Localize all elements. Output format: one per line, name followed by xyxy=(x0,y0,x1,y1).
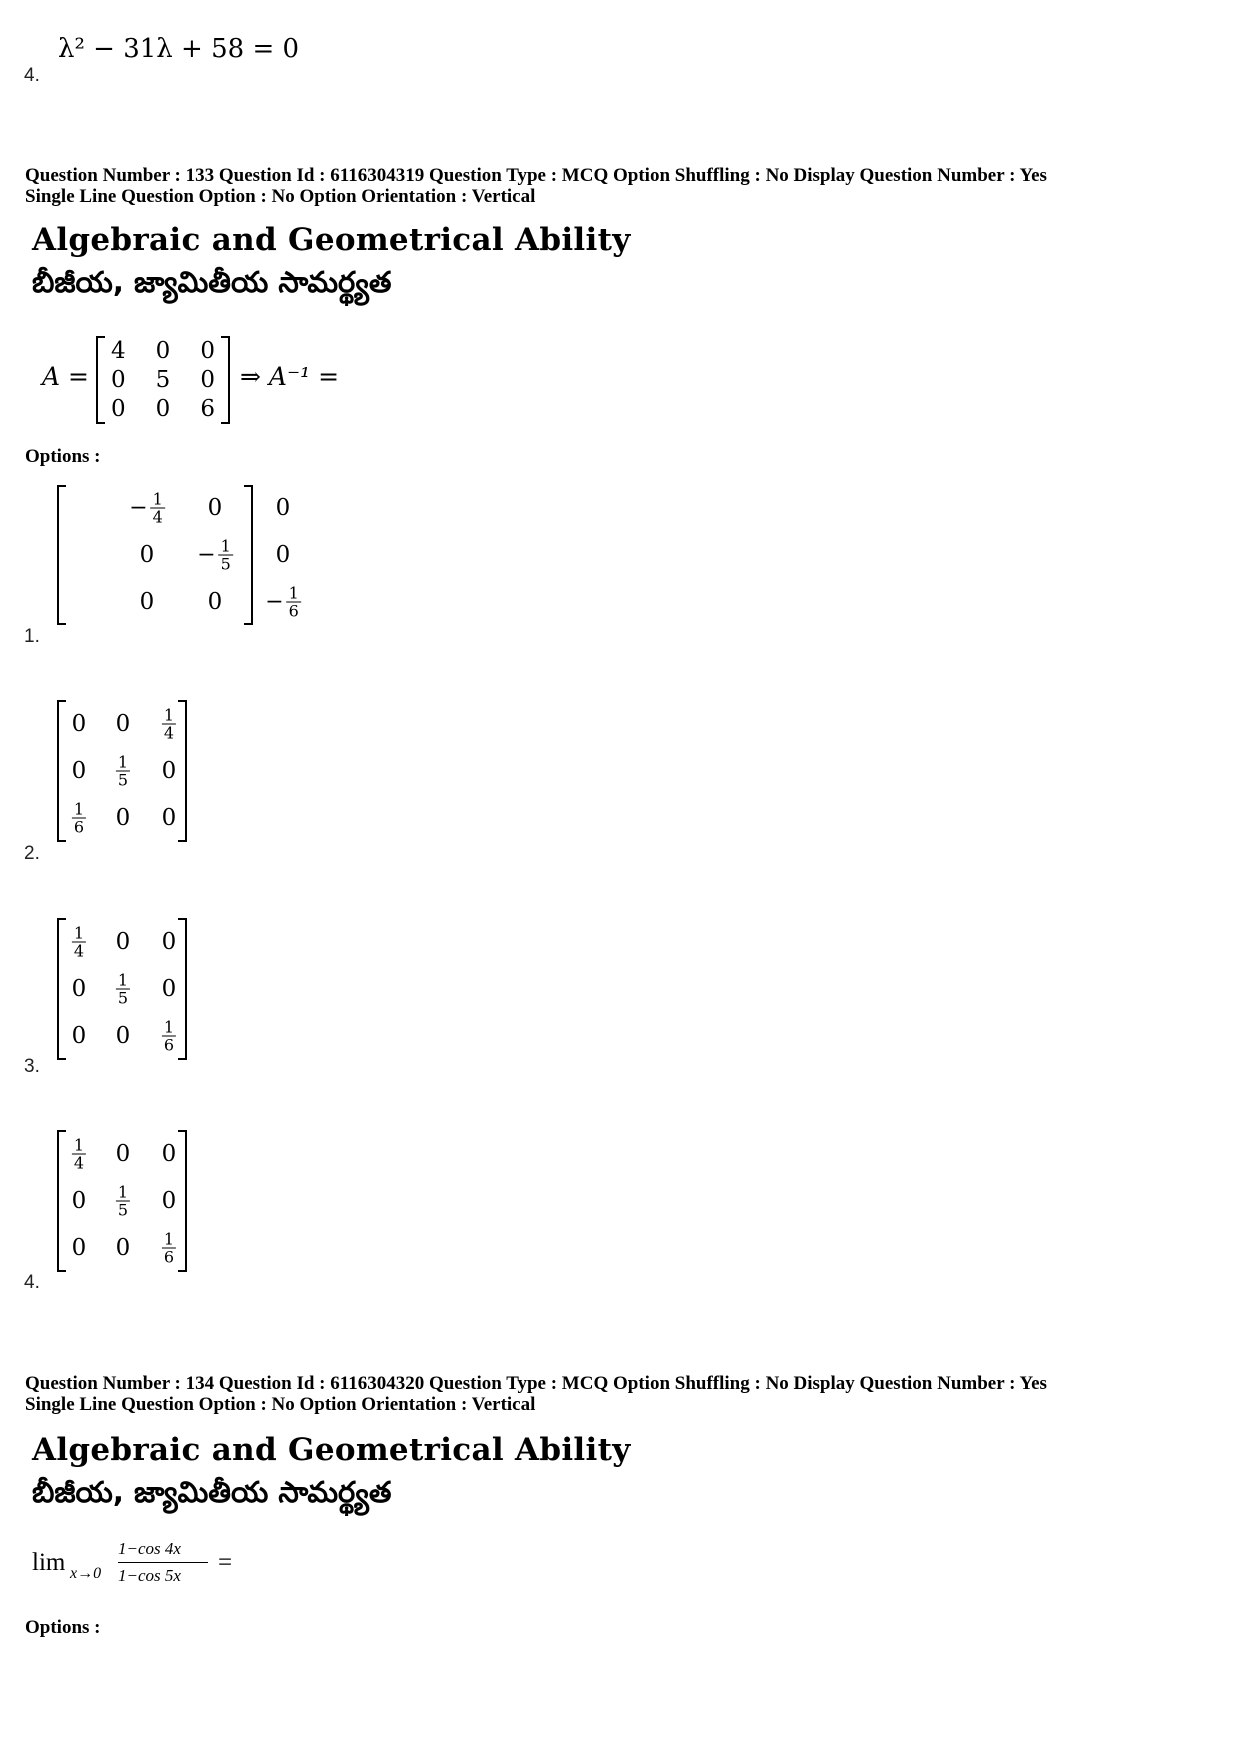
matrix-cell: 0 xyxy=(71,758,87,784)
q134-lim-subscript: x→0 xyxy=(70,1565,102,1582)
matrix-cell: 0 xyxy=(207,588,223,615)
matrix-cell: 0 xyxy=(275,495,291,522)
matrix-cell: 6 xyxy=(200,396,215,423)
matrix-cell: 0 xyxy=(161,928,177,955)
q133-option-4-matrix xyxy=(57,1130,187,1272)
q133-option-1-matrix xyxy=(57,485,299,625)
q133-stem-matrix xyxy=(96,336,230,424)
matrix-cell: 0 xyxy=(200,367,215,393)
matrix-right-bracket xyxy=(178,918,187,1060)
matrix-cell: 0 xyxy=(161,805,177,832)
matrix-cell: − $\frac{1}{4}$ xyxy=(129,489,163,527)
prev-option-equation: λ² − 31λ + 58 = 0 xyxy=(58,34,300,64)
q134-lim: lim xyxy=(32,1549,66,1576)
q134-stem-expression xyxy=(32,1535,432,1595)
matrix-cell: 0 xyxy=(139,588,155,615)
matrix-cell: 0 xyxy=(161,1140,177,1167)
matrix-right-bracket xyxy=(244,485,253,625)
q133-option-2-matrix xyxy=(57,700,187,842)
q133-meta-line2: Single Line Question Option : No Option Orientation : Vertical xyxy=(25,186,536,207)
q134-subject-english: Algebraic and Geometrical Ability xyxy=(32,1432,631,1468)
matrix-cell: $\frac{1}{5}$ xyxy=(117,1182,129,1220)
matrix-cell: 0 xyxy=(71,1235,87,1262)
matrix-cell: 0 xyxy=(200,337,215,364)
matrix-left-bracket xyxy=(96,336,105,424)
q133-subject-english: Algebraic and Geometrical Ability xyxy=(32,222,631,258)
q133-option-4-number: 4. xyxy=(24,1272,40,1293)
q134-equals: = xyxy=(218,1549,233,1576)
matrix-cell: $\frac{1}{4}$ xyxy=(73,1135,85,1173)
matrix-left-bracket xyxy=(57,1130,66,1272)
matrix-cell: 0 xyxy=(161,976,177,1002)
matrix-cell: 4 xyxy=(111,337,126,364)
matrix-cell: 0 xyxy=(275,542,291,568)
matrix-cell: $\frac{1}{4}$ xyxy=(163,705,175,743)
matrix-cell: 0 xyxy=(115,805,131,832)
q134-subject-telugu: బీజీయ, జ్యామితీయ సామర్థ్యత xyxy=(32,1475,392,1509)
q134-fraction-denominator: 1−cos 5x xyxy=(118,1566,181,1585)
matrix-cell: $\frac{1}{6}$ xyxy=(73,799,85,837)
matrix-left-bracket xyxy=(57,918,66,1060)
q133-subject-telugu: బీజీయ, జ్యామితీయ సామర్థ్యత xyxy=(32,265,392,299)
q133-meta-line1: Question Number : 133 Question Id : 6116304319 Question Type : MCQ Option Shuffling : No Display Question Number : Yes xyxy=(25,165,1047,186)
q134-meta-line1: Question Number : 134 Question Id : 6116304320 Question Type : MCQ Option Shuffling : No Display Question Number : Yes xyxy=(25,1373,1047,1394)
matrix-cell: 0 xyxy=(115,710,131,737)
matrix-right-bracket xyxy=(221,336,230,424)
matrix-cell: $\frac{1}{5}$ xyxy=(117,970,129,1008)
matrix-cell: 0 xyxy=(161,1188,177,1214)
matrix-right-bracket xyxy=(178,700,187,842)
matrix-cell: 0 xyxy=(115,1023,131,1050)
q133-stem-lhs: A = xyxy=(42,362,89,391)
matrix-cell: 0 xyxy=(111,396,126,423)
matrix-cell: − $\frac{1}{5}$ xyxy=(197,536,231,574)
matrix-cell: 0 xyxy=(111,367,126,393)
matrix-cell: $\frac{1}{6}$ xyxy=(163,1017,175,1055)
matrix-cell: − $\frac{1}{6}$ xyxy=(265,583,299,621)
matrix-left-bracket xyxy=(57,485,66,625)
matrix-cell: $\frac{1}{6}$ xyxy=(163,1229,175,1267)
q133-option-2-number: 2. xyxy=(24,843,40,864)
matrix-cell: 0 xyxy=(115,1235,131,1262)
q133-stem-rhs: ⇒ A⁻¹ = xyxy=(240,362,340,391)
matrix-cell: 0 xyxy=(207,495,223,522)
matrix-cell: 0 xyxy=(155,396,171,423)
q133-option-1-number: 1. xyxy=(24,626,40,647)
matrix-cell: $\frac{1}{5}$ xyxy=(117,752,129,790)
matrix-right-bracket xyxy=(178,1130,187,1272)
matrix-cell: 0 xyxy=(155,337,171,364)
matrix-cell: 0 xyxy=(71,976,87,1002)
q133-option-3-number: 3. xyxy=(24,1056,40,1077)
matrix-cell: 0 xyxy=(115,928,131,955)
q133-options-label: Options : xyxy=(25,446,101,467)
matrix-cell: 0 xyxy=(71,710,87,737)
q134-options-label: Options : xyxy=(25,1617,101,1638)
matrix-cell: $\frac{1}{4}$ xyxy=(73,923,85,961)
matrix-cell: 0 xyxy=(71,1023,87,1050)
matrix-cell: 5 xyxy=(155,367,171,393)
q134-meta-line2: Single Line Question Option : No Option Orientation : Vertical xyxy=(25,1394,536,1415)
prev-option-number: 4. xyxy=(24,65,40,86)
matrix-cell: 0 xyxy=(115,1140,131,1167)
matrix-left-bracket xyxy=(57,700,66,842)
matrix-cell: 0 xyxy=(139,542,155,568)
matrix-cell: 0 xyxy=(71,1188,87,1214)
q134-fraction-numerator: 1−cos 4x xyxy=(118,1539,181,1558)
matrix-cell: 0 xyxy=(161,758,177,784)
q134-fraction-bar xyxy=(118,1562,208,1563)
q133-option-3-matrix xyxy=(57,918,187,1060)
